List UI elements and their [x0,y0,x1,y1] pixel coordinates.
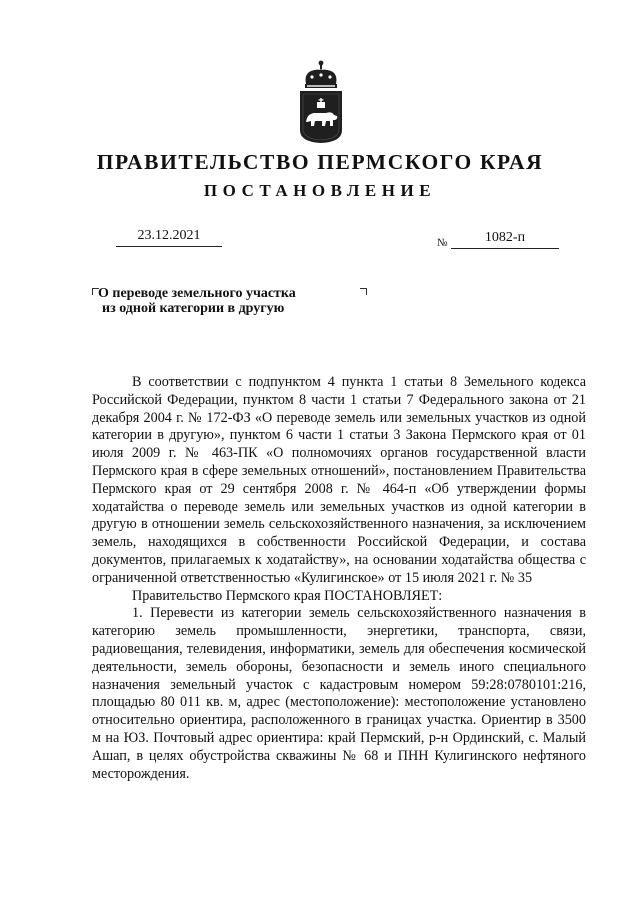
document-body [92,374,586,783]
subject-corner-right-mark [360,288,367,295]
document-date: 23.12.2021 [116,228,222,247]
number-sign: № [437,237,448,249]
document-type-title: ПОСТАНОВЛЕНИЕ [203,181,437,200]
document-number: 1082-п [451,230,559,249]
authority-title: ПРАВИТЕЛЬСТВО ПЕРМСКОГО КРАЯ [96,150,544,174]
number-field [437,228,561,249]
subject-line-2: из одной категории в другую [102,301,285,316]
perm-krai-coat-of-arms-icon [296,58,346,144]
preamble-paragraph: В соответствии с подпунктом 4 пункта 1 статьи 8 Земельного кодекса Российской Федерации, пунктом 8 части 1 статьи 7 Федерального закона от 21 декабря 2004 г. № 172-ФЗ «О переводе земель или земельных участков из одной категории в другую», пунктом 6 части 1 статьи 3 Закона Пермского края от 01 июля 2009 г. № 463-ПК «О полномочиях органов государственной власти Пермского края в сфере земельных отношений», постановлением Правительства Пермского края от 29 сентября 2008 г. № 464-п «Об утверждении формы ходатайства о переводе земель или земельных участков из одной категории в другую в отношении земель сельскохозяйственного назначения, за исключением земель, находящихся в собственности Российской Федерации, и состава документов, прилагаемых к ходатайству», на основании ходатайства общества с ограниченной ответственностью «Кулигинское» от 15 июля 2021 г. № 35 [92,374,586,586]
document-subject [98,286,338,316]
item-1-paragraph: 1. Перевести из категории земель сельскохозяйственного назначения в категорию земель промышленности, энергетики, транспорта, связи, радиовещания, телевидения, информатики, земель для обеспечения космической деятельности, земель обороны, безопасности и земель иного специального назначения земельный участок с кадастровым номером 59:28:0780101:216, площадью 80 011 кв. м, адрес (местоположение): местоположение установлено относительно ориентира, расположенного в границах участка. Ориентир в 3500 м на ЮЗ. Почтовый адрес ориентира: край Пермский, р-н Ординский, с. Малый Ашап, в целях обустройства скважины № 68 и ПНН Кулигинского нефтяного месторождения. [92,605,586,782]
date-field [116,228,222,247]
subject-line-1: О переводе земельного участка [98,286,296,301]
resolves-paragraph: Правительство Пермского края ПОСТАНОВЛЯЕТ: [132,587,443,604]
